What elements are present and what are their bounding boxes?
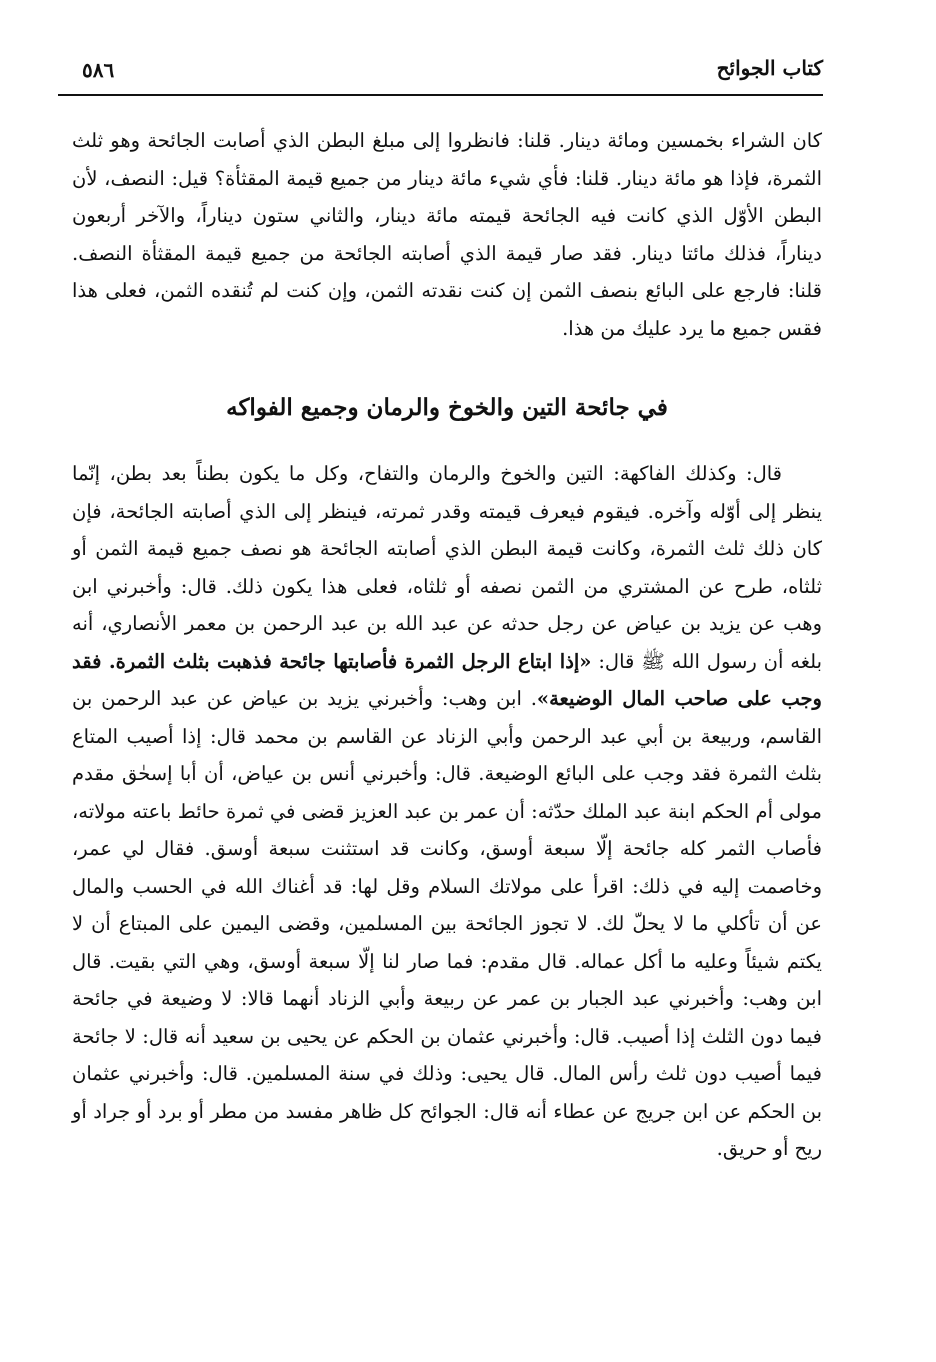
paragraph-text-part1: قال: وكذلك الفاكهة: التين والخوخ والرمان والتفاح، وكل ما يكون بطناً بعد بطن، إنّما ينظر إلى أوّله وآخره. فيقوم فيعرف قيمته وقدر ثمرته، فينظر إلى الذي أصابته الجائحة، فإن كان ذلك ثلث الثمرة، وكانت قيمة البطن الذي أصابته الجائحة هو نصف جميع قيمة الثمن أو ثلثاه، طرح عن المشتري من الثمن نصفه أو ثلثاه، فعلى هذا يكون ذلك. قال: وأخبرني ابن وهب عن يزيد بن عياض عن رجل حدثه عن عبد الله بن عبد الرحمن بن معمر الأنصاري، أنه بلغه أن رسول الله ﷺ قال:: [72, 462, 822, 673]
page-number: ٥٨٦: [82, 58, 115, 82]
section-heading: في جائحة التين والخوخ والرمان وجميع الفواكه: [226, 394, 668, 421]
paragraph-continuation: كان الشراء بخمسين ومائة دينار. قلنا: فانظروا إلى مبلغ البطن الذي أصابت الجائحة وهو ثلث الثمرة، فإذا هو مائة دينار. قلنا: فأي شيء مائة دينار من جميع قيمة المقثأة؟ قيل: النصف، لأن البطن الأوّل الذي كانت فيه الجائحة قيمته مائة دينار، والثاني ستون ديناراً، والآخر أربعون ديناراً، فذلك مائتا دينار. فقد صار قيمة الذي أصابته الجائحة من جميع قيمة المقثأة النصف. قلنا: فارجع على البائع بنصف الثمن إن كنت نقدته الثمن، وإن كنت لم تُنقده الثمن، فعلى هذا فقس جميع ما يرد عليك من هذا.: [72, 129, 822, 340]
hadith-quote: «إذا ابتاع الرجل الثمرة فأصابتها جائحة فذهبت بثلث الثمرة. فقد وجب على صاحب المال الوضيعة»: [72, 649, 822, 710]
running-title: كتاب الجوائح: [716, 56, 823, 80]
paragraph-text-part2: . ابن وهب: وأخبرني يزيد بن عياض عن عبد الرحمن بن القاسم، وربيعة بن أبي عبد الرحمن وأبي الزناد عن القاسم بن محمد قال: إذا أصيب المتاع بثلث الثمرة فقد وجب على البائع الوضيعة. قال: وأخبرني أنس بن عياض، أن أبا إسحٰق مقدم مولى أم الحكم ابنة عبد الملك حدّثه: أن عمر بن عبد العزيز قضى في ثمرة حائط باعته مولاته، فأصاب الثمر كله جائحة إلّا سبعة أوسق، وكانت قد استثنت سبعة أوسق. فقال لي عمر، وخاصمت إليه في ذلك: اقرأ على مولاتك السلام وقل لها: قد أغناك الله في الحسب والمال عن أن تأكلي ما لا يحلّ لك. لا تجوز الجائحة بين المسلمين، وقضى اليمين على المبتاع أن لا يكتم شيئاً وعليه ما أكل عماله. قال مقدم: فما صار لنا إلّا سبعة أوسق، وهي التي بقيت. قال ابن وهب: وأخبرني عبد الجبار بن عمر عن ربيعة وأبي الزناد أنهما قالا: لا وضيعة في جائحة فيما دون الثلث إذا أصيب. قال: وأخبرني عثمان بن الحكم عن يحيى بن سعيد أنه قال: لا جائحة فيما أصيب دون ثلث رأس المال. قال يحيى: وذلك في سنة المسلمين. قال: وأخبرني عثمان بن الحكم عن ابن جريج عن عطاء أنه قال: الجوائح كل ظاهر مفسد من مطر أو برد أو جراد أو ريح أو حريق.: [72, 687, 822, 1160]
page-header: [58, 52, 823, 96]
paragraph-main: [72, 455, 822, 1168]
